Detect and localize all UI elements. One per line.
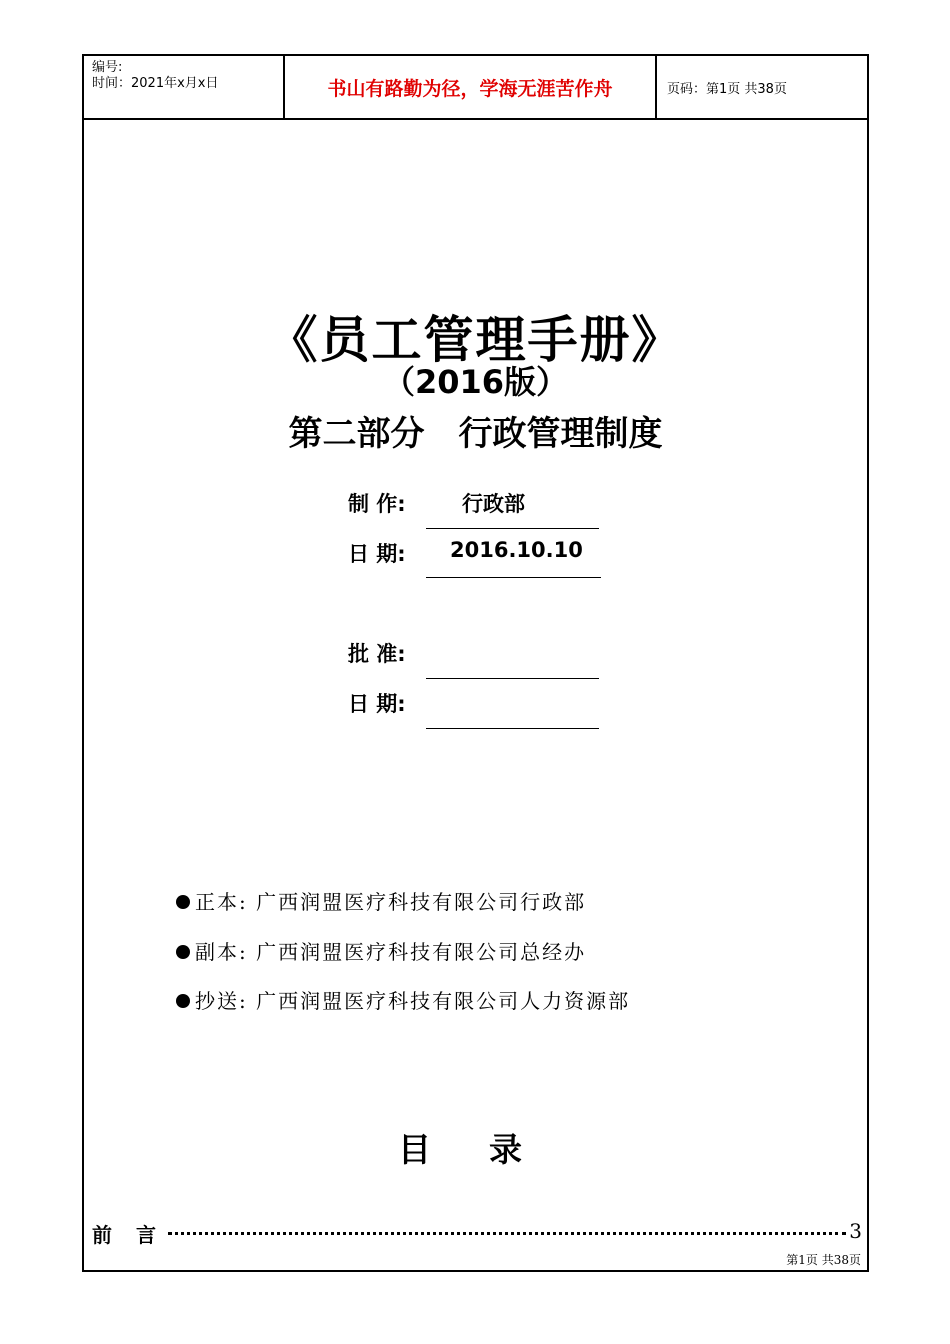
- date-value: 2016.10.10: [450, 538, 583, 562]
- bullet-icon: [176, 994, 190, 1008]
- document-title: 《员工管理手册》: [267, 311, 684, 369]
- distribution-item: 抄送: 广西润盟医疗科技有限公司人力资源部: [176, 985, 630, 1014]
- approve-date-underline: [426, 728, 599, 729]
- document-subtitle: 第二部分 行政管理制度: [288, 414, 663, 454]
- maker-label: 制 作:: [348, 492, 406, 516]
- toc-entry-page: 3: [849, 1219, 862, 1243]
- approve-date-label: 日 期:: [348, 692, 406, 716]
- footer-page-number: 第1页 共38页: [786, 1253, 861, 1267]
- bullet-icon: [176, 895, 190, 909]
- approve-label: 批 准:: [348, 642, 406, 666]
- page-frame: [82, 54, 869, 1272]
- document-edition: （2016版）: [382, 363, 569, 401]
- date-label: 日 期:: [348, 542, 406, 566]
- header-motto: 书山有路勤为径，学海无涯苦作舟: [285, 56, 657, 118]
- date-underline: [426, 577, 601, 578]
- maker-value: 行政部: [462, 492, 525, 516]
- header-band: [84, 56, 867, 120]
- distribution-item: 副本: 广西润盟医疗科技有限公司总经办: [176, 936, 586, 965]
- approve-underline: [426, 678, 599, 679]
- document-number-label: 编号:: [92, 60, 123, 75]
- header-page-number: 页码：第1页 共38页: [667, 81, 787, 97]
- distribution-item: 正本: 广西润盟医疗科技有限公司行政部: [176, 886, 586, 915]
- maker-underline: [426, 528, 599, 529]
- header-meta-cell: [84, 56, 285, 118]
- toc-entry[interactable]: [92, 1219, 862, 1249]
- document-time-label: 时间：2021年x月x日: [92, 76, 219, 91]
- toc-title: 目录: [398, 1130, 580, 1169]
- bullet-icon: [176, 945, 190, 959]
- toc-leader-dots: [168, 1232, 846, 1235]
- toc-entry-label: 前言: [92, 1223, 180, 1247]
